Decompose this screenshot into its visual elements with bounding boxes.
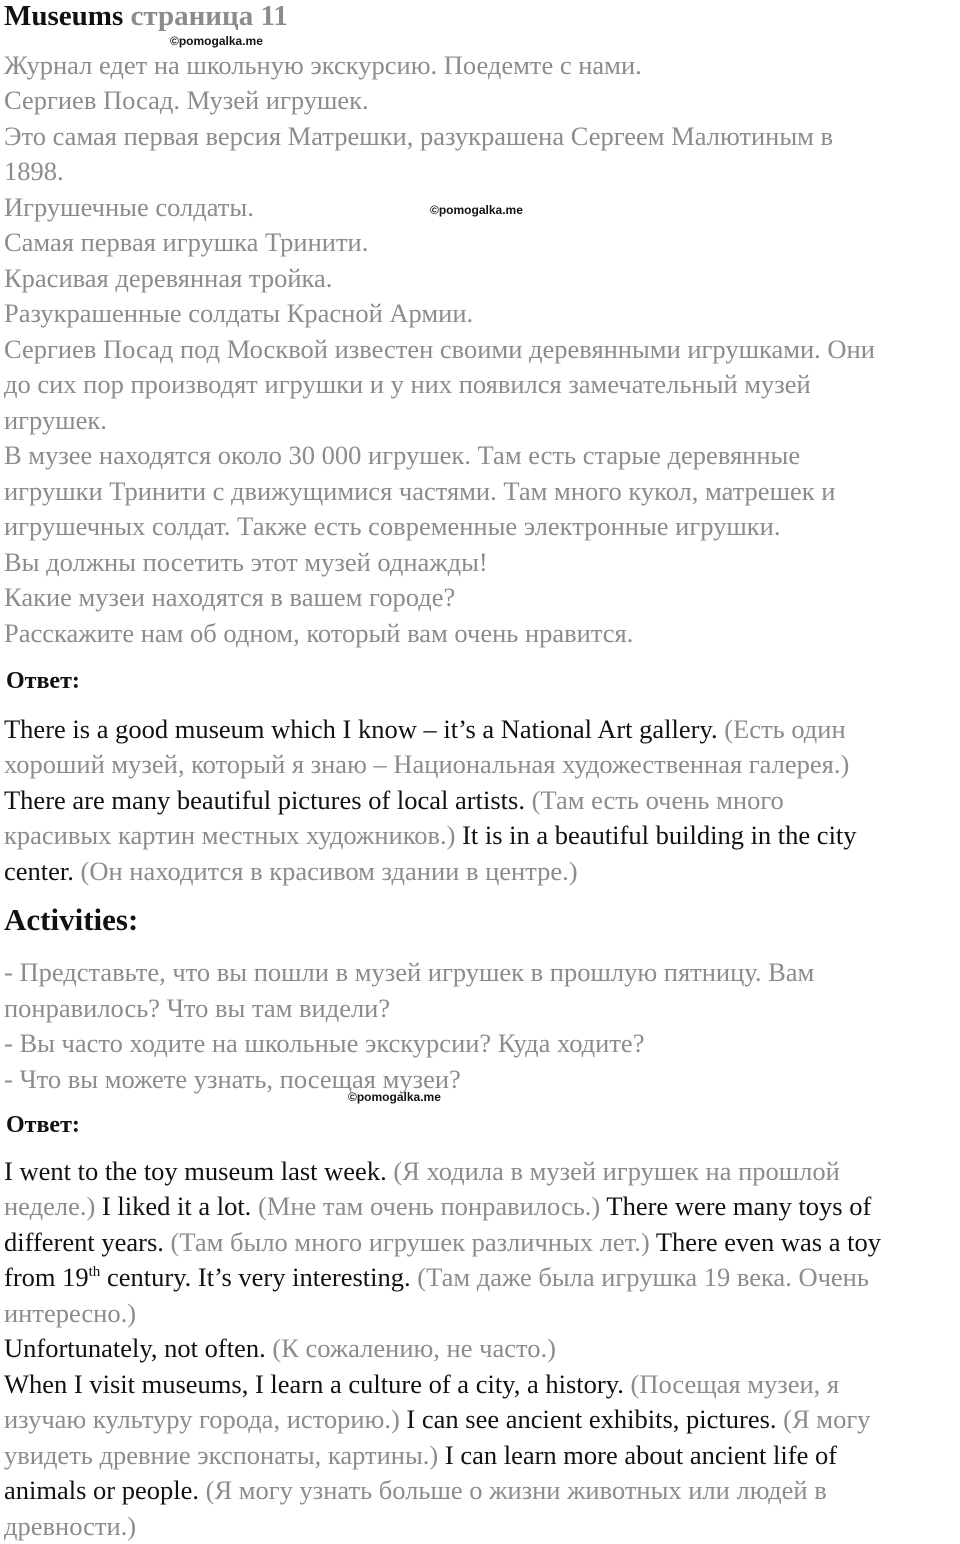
text-line: Разукрашенные солдаты Красной Армии. (4, 298, 474, 328)
answer-line: I went to the toy museum last week. (Я ходила в музей игрушек на прошлой (4, 1156, 840, 1186)
text-line: Игрушечные солдаты. (4, 192, 254, 222)
answer-line: different years. (Там было много игрушек различных лет.) There even was a toy (4, 1227, 881, 1257)
answer-line: animals or people. (Я могу узнать больше о жизни животных или людей в (4, 1475, 827, 1505)
answer-line: center. (Он находится в красивом здании в центре.) (4, 856, 578, 886)
answer-line: There are many beautiful pictures of local artists. (Там есть очень много (4, 785, 784, 815)
answer-line: There is a good museum which I know – it’s a National Art gallery. (Есть один (4, 714, 846, 744)
text-line: Какие музеи находятся в вашем городе? (4, 582, 456, 612)
page-title-en: Museums (4, 0, 124, 32)
activity-line: - Вы часто ходите на школьные экскурсии? Куда ходите? (4, 1028, 645, 1058)
answer-line: When I visit museums, I learn a culture of a city, a history. (Посещая музеи, я (4, 1369, 840, 1399)
text-line: Журнал едет на школьную экскурсию. Поедемте с нами. (4, 50, 642, 80)
page-title-ru: страница 11 (130, 0, 288, 32)
watermark: ©pomogalka.me (348, 1090, 441, 1104)
text-line: Вы должны посетить этот музей однажды! (4, 547, 488, 577)
answer-line: красивых картин местных художников.) It is in a beautiful building in the city (4, 820, 857, 850)
text-line: Это самая первая версия Матрешки, разукрашена Сергеем Малютиным в (4, 121, 834, 151)
text-line: В музее находятся около 30 000 игрушек. Там есть старые деревянные (4, 440, 801, 470)
text-line: Самая первая игрушка Тринити. (4, 227, 369, 257)
text-line: до сих пор производят игрушки и у них появился замечательный музей (4, 369, 811, 399)
activity-line: - Что вы можете узнать, посещая музеи? (4, 1064, 461, 1094)
activity-line: - Представьте, что вы пошли в музей игрушек в прошлую пятницу. Вам (4, 957, 815, 987)
answer-label: Ответ: (6, 1112, 80, 1138)
text-line: 1898. (4, 156, 64, 186)
answer-line: интересно.) (4, 1298, 137, 1328)
answer-label: Ответ: (6, 668, 80, 694)
activity-line: понравилось? Что вы там видели? (4, 993, 391, 1023)
answer-line: from 19th century. It’s very interesting. (Там даже была игрушка 19 века. Очень (4, 1262, 869, 1292)
answer-line: древности.) (4, 1511, 137, 1541)
text-line: Сергиев Посад под Москвой известен своими деревянными игрушками. Они (4, 334, 875, 364)
text-line: игрушки Тринити с движущимися частями. Там много кукол, матрешек и (4, 476, 836, 506)
answer-line: неделе.) I liked it a lot. (Мне там очень понравилось.) There were many toys of (4, 1191, 872, 1221)
text-line: Красивая деревянная тройка. (4, 263, 333, 293)
watermark: ©pomogalka.me (170, 34, 263, 48)
text-line: игрушечных солдат. Также есть современные электронные игрушки. (4, 511, 781, 541)
watermark: ©pomogalka.me (430, 203, 523, 217)
text-line: игрушек. (4, 405, 107, 435)
answer-line: хороший музей, который я знаю – Национальная художественная галерея.) (4, 749, 850, 779)
answer-line: Unfortunately, not often. (К сожалению, не часто.) (4, 1333, 556, 1363)
answer-line: увидеть древние экспонаты, картины.) I can learn more about ancient life of (4, 1440, 838, 1470)
text-line: Сергиев Посад. Музей игрушек. (4, 85, 369, 115)
text-line: Расскажите нам об одном, который вам очень нравится. (4, 618, 634, 648)
answer-line: изучаю культуру города, историю.) I can see ancient exhibits, pictures. (Я могу (4, 1404, 871, 1434)
page-title (4, 0, 288, 32)
activities-heading: Activities: (4, 902, 139, 937)
